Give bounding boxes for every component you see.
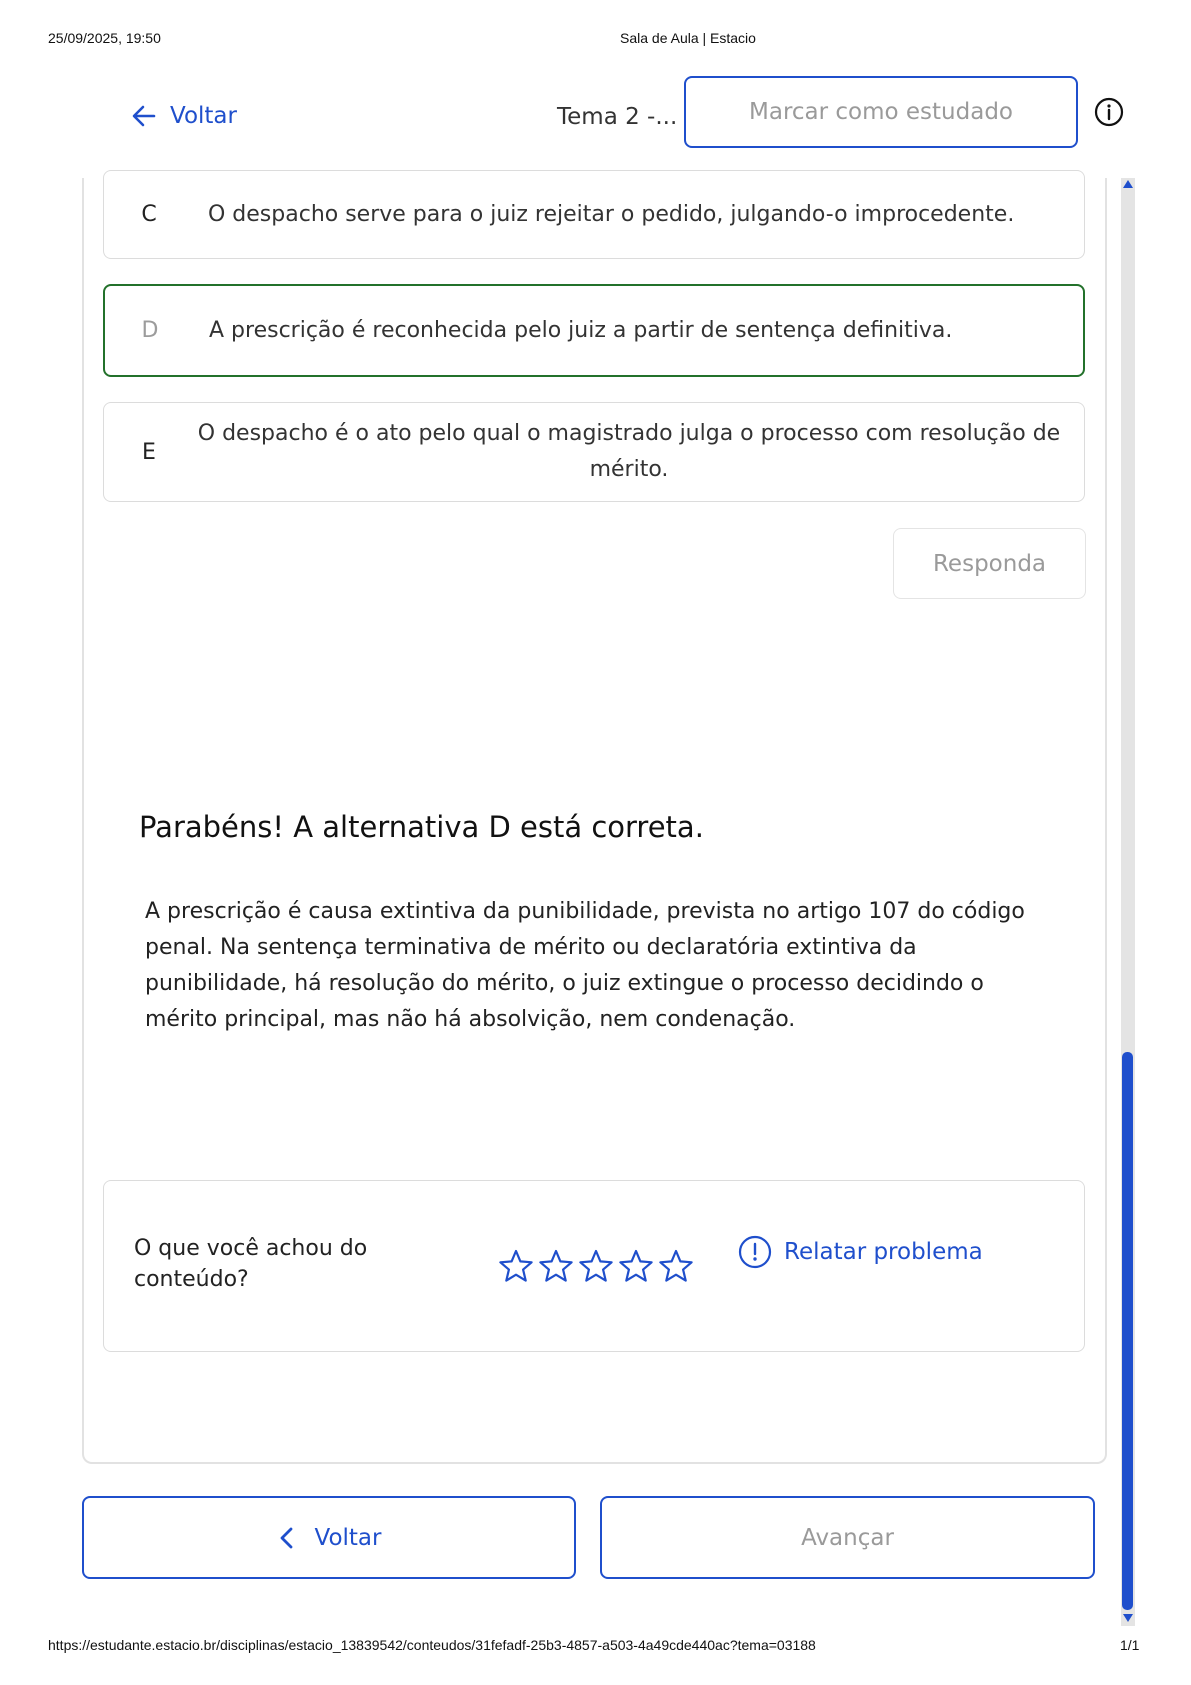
alert-circle-icon [738,1235,772,1269]
result-explanation: A prescrição é causa extintiva da punibilidade, prevista no artigo 107 do código penal. Na sentença terminativa de mérito ou declaratória extintiva da punibilidade, há resolução do mérito, o juiz extingue o processo decidindo o mérito principal, mas não há absolvição, nem condenação. [145,899,1025,1032]
option-d-correct[interactable] [103,284,1085,377]
star-icon[interactable] [538,1248,574,1284]
feedback-question: O que você achou do conteúdo? [134,1236,368,1292]
option-letter: D [141,318,159,343]
option-text: O despacho é o ato pelo qual o magistrado julga o processo com resolução de mérito. [197,421,1061,482]
next-button[interactable] [600,1496,1095,1579]
respond-button[interactable]: Responda [893,528,1086,599]
result-title: Parabéns! A alternativa D está correta. [139,810,704,844]
info-icon[interactable] [1094,97,1124,127]
tema-title: Tema 2 -... [557,104,678,130]
star-icon[interactable] [658,1248,694,1284]
top-back-link[interactable] [130,102,237,130]
option-letter: E [142,439,156,465]
option-letter: C [141,202,157,227]
arrow-left-icon [130,102,158,130]
print-datetime: 25/09/2025, 19:50 [48,30,161,46]
scroll-down-arrow-icon[interactable] [1121,1612,1135,1624]
scrollbar-thumb[interactable] [1122,1052,1133,1610]
chevron-left-icon [277,1525,297,1551]
rating-stars [498,1248,694,1284]
print-url: https://estudante.estacio.br/disciplinas/estacio_13839542/conteudos/31fefadf-25b3-4857-a503-4a49cde440ac?tema=03188 [48,1637,816,1653]
report-problem-link[interactable] [738,1235,983,1269]
scroll-up-arrow-icon[interactable] [1121,178,1135,190]
star-icon[interactable] [498,1248,534,1284]
mark-studied-button[interactable]: Marcar como estudado [684,76,1078,148]
option-text: A prescrição é reconhecida pelo juiz a partir de sentença definitiva. [209,317,953,343]
print-page-title: Sala de Aula | Estacio [620,30,756,46]
next-button-label: Avançar [801,1524,894,1551]
star-icon[interactable] [578,1248,614,1284]
star-icon[interactable] [618,1248,654,1284]
option-text: O despacho serve para o juiz rejeitar o pedido, julgando-o improcedente. [208,201,1015,227]
back-button-label: Voltar [314,1524,382,1551]
print-page-number: 1/1 [1120,1637,1140,1653]
report-problem-label: Relatar problema [784,1239,983,1265]
back-button[interactable] [82,1496,576,1579]
option-c[interactable] [103,170,1085,259]
top-back-label: Voltar [170,103,237,129]
option-e[interactable] [103,402,1085,502]
